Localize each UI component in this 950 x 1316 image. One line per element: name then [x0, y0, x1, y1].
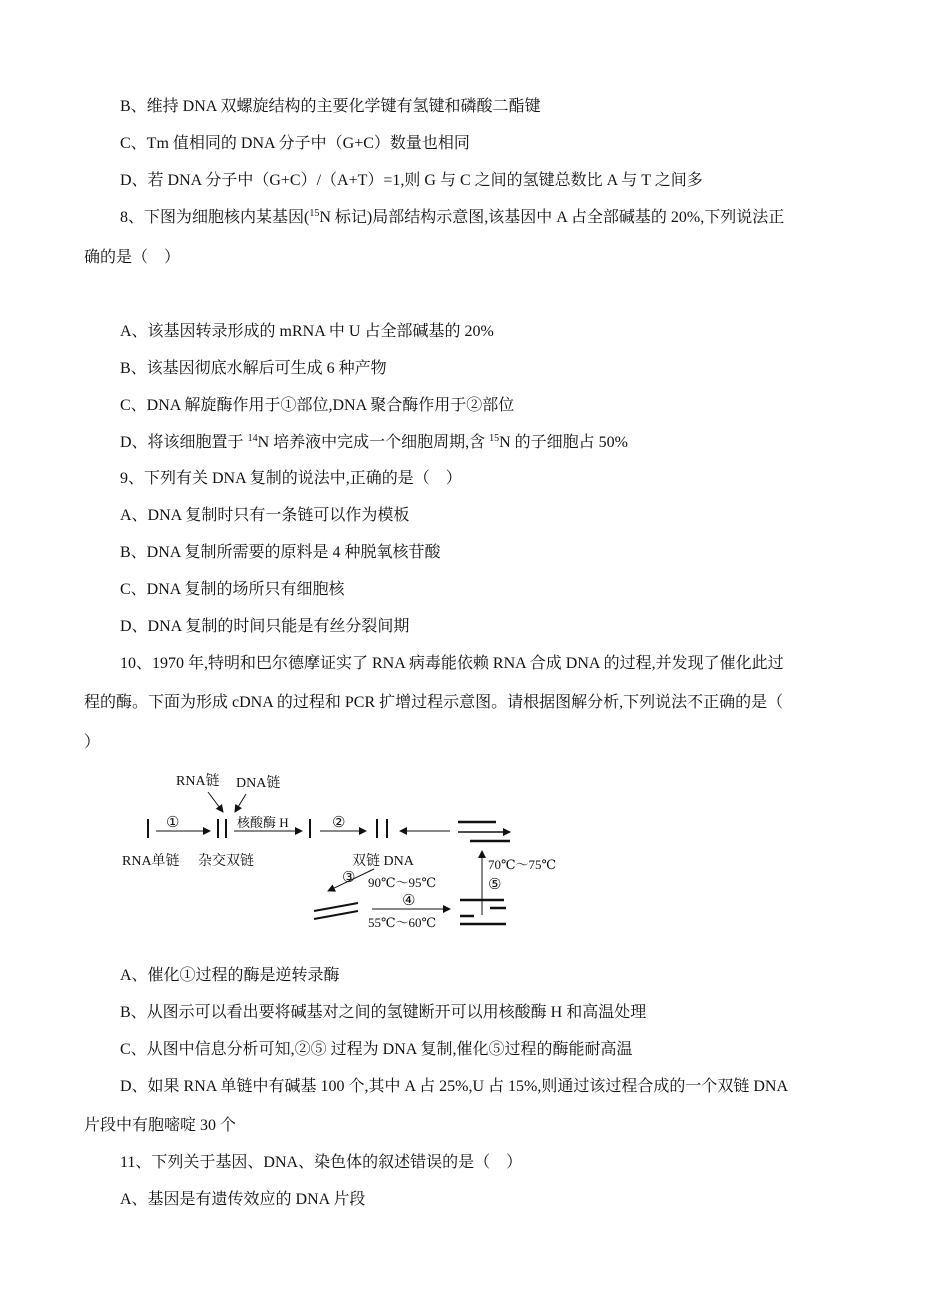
q10-option-c: C、从图中信息分析可知,②⑤ 过程为 DNA 复制,催化⑤过程的酶能耐高温 — [120, 1041, 633, 1058]
q10-option-b: B、从图示可以看出要将碱基对之间的氢键断开可以用核酸酶 H 和高温处理 — [120, 1004, 647, 1021]
q9-option-d: D、DNA 复制的时间只能是有丝分裂间期 — [120, 618, 410, 635]
temp-step-5: 70℃～75℃ — [488, 857, 557, 872]
label-dna-chain: DNA链 — [236, 776, 281, 791]
q8-stem-cont: 确的是（ ） — [84, 249, 181, 266]
q9-option-a: A、DNA 复制时只有一条链可以作为模板 — [120, 507, 410, 524]
q7-option-c: C、Tm 值相同的 DNA 分子中（G+C）数量也相同 — [120, 135, 470, 152]
step-4-label: ④ — [402, 893, 416, 909]
temp-step-4: 55℃～60℃ — [368, 915, 437, 930]
q9-option-b: B、DNA 复制所需要的原料是 4 种脱氧核苷酸 — [120, 544, 441, 561]
q8-option-a: A、该基因转录形成的 mRNA 中 U 占全部碱基的 20% — [120, 323, 494, 340]
denatured-strand-2 — [314, 911, 358, 919]
q8-stem: 8、下图为细胞核内某基因($^{15}$N 标记)局部结构示意图,该基因中 A 占全部碱基的 20%,下列说法正 — [120, 208, 785, 226]
q10-option-a: A、催化①过程的酶是逆转录酶 — [120, 967, 340, 984]
label-hybrid: 杂交双链 — [198, 854, 254, 869]
nuclease-h-label: 核酸酶 H — [237, 815, 289, 830]
q7-option-b: B、维持 DNA 双螺旋结构的主要化学键有氢键和磷酸二酯键 — [120, 98, 541, 115]
q11-stem: 11、下列关于基因、DNA、染色体的叙述错误的是（ ） — [120, 1154, 523, 1171]
arrow-rna-chain — [208, 792, 223, 812]
step-2-label: ② — [332, 815, 346, 831]
label-rna-chain: RNA链 — [176, 774, 220, 789]
denatured-strand-1 — [314, 903, 358, 911]
q10-stem-3: ） — [84, 734, 101, 751]
q9-option-c: C、DNA 复制的场所只有细胞核 — [120, 581, 345, 598]
q10-option-d-1: D、如果 RNA 单链中有碱基 100 个,其中 A 占 25%,U 占 15%,则通过该过程合成的一个双链 DNA — [120, 1078, 789, 1095]
label-rna-single: RNA单链 — [122, 854, 180, 869]
q9-stem: 9、下列有关 DNA 复制的说法中,正确的是（ ） — [120, 470, 462, 487]
q11-option-a: A、基因是有遗传效应的 DNA 片段 — [120, 1191, 366, 1208]
step-3-label: ③ — [342, 870, 356, 886]
label-ds-dna: 双链 DNA — [352, 854, 414, 869]
q7-option-d: D、若 DNA 分子中（G+C）/（A+T）=1,则 G 与 C 之间的氢键总数比 A 与 T 之间多 — [120, 172, 703, 189]
arrow-dna-chain — [235, 794, 246, 812]
q10-stem-2: 程的酶。下面为形成 cDNA 的过程和 PCR 扩增过程示意图。请根据图解分析,下列说法不正确的是（ — [84, 694, 784, 711]
step-5-label: ⑤ — [488, 877, 502, 893]
step-1-label: ① — [166, 815, 180, 831]
q8-option-d: D、将该细胞置于 $^{14}$N 培养液中完成一个细胞周期,含 $^{15}$N 的子细胞占 50% — [120, 433, 629, 451]
q8-option-c: C、DNA 解旋酶作用于①部位,DNA 聚合酶作用于②部位 — [120, 397, 515, 414]
temp-step-3: 90℃～95℃ — [368, 875, 437, 890]
cdna-pcr-diagram — [110, 765, 580, 935]
q10-stem-1: 10、1970 年,特明和巴尔德摩证实了 RNA 病毒能依赖 RNA 合成 DNA 的过程,并发现了催化此过 — [120, 655, 784, 672]
q10-option-d-2: 片段中有胞嘧啶 30 个 — [84, 1117, 237, 1134]
q8-option-b: B、该基因彻底水解后可生成 6 种产物 — [120, 360, 387, 377]
